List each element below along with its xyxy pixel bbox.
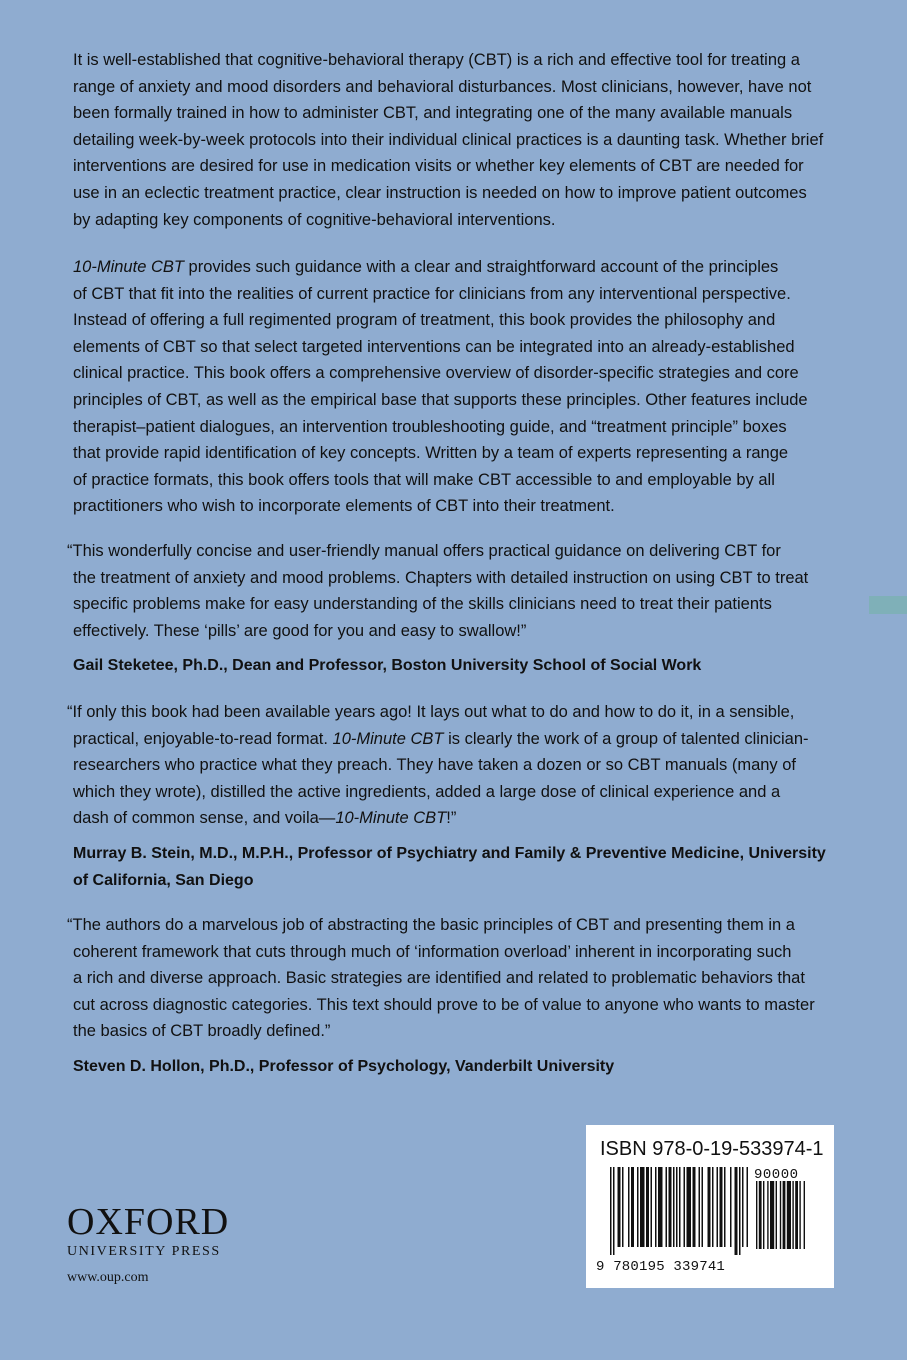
text-line: interventions are desired for use in medication visits or whether key elements of CBT are needed for <box>73 157 804 176</box>
text-line: range of anxiety and mood disorders and behavioral disturbances. Most clinicians, however, have not <box>73 77 812 96</box>
text-line: detailing week-by-week protocols into their individual clinical practices is a daunting task. Whether brief <box>73 130 824 149</box>
barcode-bar <box>724 1167 726 1247</box>
text-line: of CBT that fit into the realities of current practice for clinicians from any interventional perspective. <box>73 284 791 303</box>
ean-digits: 9 780195 339741 <box>596 1259 726 1275</box>
text-line: the basics of CBT broadly defined.” <box>73 1022 331 1041</box>
barcode-bar <box>783 1181 786 1249</box>
isbn-barcode-box <box>586 1125 834 1288</box>
attribution-line: of California, San Diego <box>73 871 254 889</box>
barcode-bar <box>687 1167 692 1247</box>
attribution-line: Steven D. Hollon, Ph.D., Professor of Psychology, Vanderbilt University <box>73 1058 615 1075</box>
text-line: “If only this book had been available years ago! It lays out what to do and how to do it, in a sensible, <box>67 703 795 721</box>
barcode-bar <box>792 1181 793 1249</box>
text-line: effectively. These ‘pills’ are good for you and easy to swallow!” <box>73 621 527 640</box>
text-line: principles of CBT, as well as the empirical base that supports these principles. Other features include <box>73 390 808 409</box>
barcode-bar <box>646 1167 649 1247</box>
barcode-bar <box>676 1167 678 1247</box>
publisher-logo <box>67 1203 229 1261</box>
text-segment: provides such guidance with a clear and straightforward account of the principles <box>183 258 779 276</box>
barcode-bar <box>637 1167 639 1247</box>
description-paragraph-1 <box>73 47 843 233</box>
barcode-bar <box>756 1181 757 1249</box>
barcode-bar <box>631 1167 634 1247</box>
text-line: which they wrote), distilled the active ingredients, added a large dose of clinical experience and a <box>73 782 781 801</box>
attribution-line: Murray B. Stein, M.D., M.P.H., Professor of Psychiatry and Family & Preventive Medicine, University <box>73 845 826 862</box>
barcode-bar <box>742 1167 744 1247</box>
barcode-bar <box>708 1167 711 1247</box>
text-line: that provide rapid identification of key concepts. Written by a team of experts representing a range <box>73 444 789 463</box>
barcode-bar <box>763 1181 764 1249</box>
barcode-bar <box>622 1167 624 1247</box>
text-segment: dash of common sense, and voila— <box>73 809 336 828</box>
text-line: “This wonderfully concise and user-friendly manual offers practical guidance on delivering CBT for <box>67 542 781 560</box>
description-paragraph-2 <box>73 254 843 520</box>
edge-color-mark <box>869 596 907 614</box>
price-code: 90000 <box>754 1167 799 1183</box>
endorsement-attribution-1 <box>73 653 843 680</box>
text-line: specific problems make for easy understanding of the skills clinicians need to treat their patients <box>73 595 772 614</box>
barcode-bar <box>717 1167 719 1247</box>
endorsement-quote-1 <box>67 538 847 644</box>
ean-barcode-bars <box>610 1167 750 1257</box>
barcode-bar <box>693 1167 696 1247</box>
book-title: 10-Minute CBT <box>335 809 447 828</box>
barcode-bar <box>787 1181 791 1249</box>
text-line: use in an eclectic treatment practice, clear instruction is needed on how to improve patient outcomes <box>73 183 807 202</box>
barcode-bar <box>712 1167 714 1247</box>
logo-subtitle: UNIVERSITY PRESS <box>67 1244 221 1259</box>
barcode-bar <box>780 1181 781 1249</box>
text-line: a rich and diverse approach. Basic strategies are identified and related to problematic behaviors that <box>73 969 805 988</box>
text-line: coherent framework that cuts through much of ‘information overload’ inherent in incorporating such <box>73 942 792 961</box>
barcode-bar <box>655 1167 657 1247</box>
attribution-line: Gail Steketee, Ph.D., Dean and Professor, Boston University School of Social Work <box>73 657 702 674</box>
barcode-bar <box>739 1167 741 1255</box>
barcode-bar <box>720 1167 723 1247</box>
barcode-bar <box>673 1167 675 1247</box>
barcode-bar <box>767 1181 768 1249</box>
endorsement-attribution-2 <box>73 841 843 894</box>
barcode-bar <box>640 1167 645 1247</box>
barcode-bar <box>776 1181 777 1249</box>
barcode-bar <box>747 1167 749 1247</box>
barcode-bar <box>669 1167 672 1247</box>
barcode-bar <box>679 1167 681 1247</box>
barcode-bar <box>684 1167 686 1247</box>
text-segment: practical, enjoyable-to-read format. <box>73 729 333 748</box>
publisher-url: www.oup.com <box>67 1270 149 1285</box>
endorsement-quote-3 <box>67 912 847 1045</box>
text-line: elements of CBT so that select targeted interventions can be integrated into an already-established <box>73 337 795 356</box>
endorsement-attribution-3 <box>73 1054 843 1081</box>
text-segment: !” <box>446 809 457 828</box>
barcode-bar <box>618 1167 621 1247</box>
text-line: practitioners who wish to incorporate elements of CBT into their treatment. <box>73 497 615 516</box>
book-title: 10-Minute CBT <box>332 729 444 748</box>
barcode-bar <box>666 1167 668 1247</box>
barcode-bar <box>610 1167 612 1255</box>
text-line: clinical practice. This book offers a comprehensive overview of disorder-specific strategies and core <box>73 364 799 383</box>
barcode-bar <box>804 1181 805 1249</box>
barcode-bar <box>702 1167 704 1247</box>
addon-barcode-bars <box>756 1181 806 1259</box>
isbn-label: ISBN 978-0-19-533974-1 <box>600 1138 824 1160</box>
text-segment: is clearly the work of a group of talented clinician- <box>443 729 809 748</box>
text-line: cut across diagnostic categories. This text should prove to be of value to anyone who wants to master <box>73 995 815 1014</box>
text-line <box>73 254 843 281</box>
barcode-bar <box>730 1167 732 1247</box>
text-line <box>67 726 847 753</box>
book-title: 10-Minute CBT <box>73 258 184 276</box>
text-line: the treatment of anxiety and mood problems. Chapters with detailed instruction on using CBT to treat <box>73 568 809 587</box>
endorsement-quote-2 <box>67 699 847 832</box>
barcode-bar <box>699 1167 701 1247</box>
barcode-bar <box>628 1167 630 1247</box>
barcode-bar <box>613 1167 615 1255</box>
text-line: researchers who practice what they preach. They have taken a dozen or so CBT manuals (many of <box>73 756 797 775</box>
text-line: been formally trained in how to administer CBT, and integrating one of the many available manuals <box>73 104 793 123</box>
barcode-bar <box>735 1167 738 1255</box>
barcode-bar <box>770 1181 774 1249</box>
barcode-bar <box>651 1167 653 1247</box>
barcode-bar <box>759 1181 762 1249</box>
barcode-bar <box>799 1181 800 1249</box>
barcode-bar <box>795 1181 798 1249</box>
text-line <box>67 805 847 832</box>
text-line: It is well-established that cognitive-behavioral therapy (CBT) is a rich and effective tool for treating a <box>73 51 800 69</box>
text-line: “The authors do a marvelous job of abstracting the basic principles of CBT and presenting them in a <box>67 916 795 934</box>
text-line: therapist–patient dialogues, an intervention troubleshooting guide, and “treatment principle” boxes <box>73 417 787 436</box>
logo-wordmark: OXFORD <box>67 1201 230 1243</box>
text-line: Instead of offering a full regimented program of treatment, this book provides the philosophy and <box>73 311 776 330</box>
barcode-bar <box>658 1167 663 1247</box>
text-line: by adapting key components of cognitive-behavioral interventions. <box>73 210 556 229</box>
text-line: of practice formats, this book offers tools that will make CBT accessible to and employable by all <box>73 470 775 489</box>
